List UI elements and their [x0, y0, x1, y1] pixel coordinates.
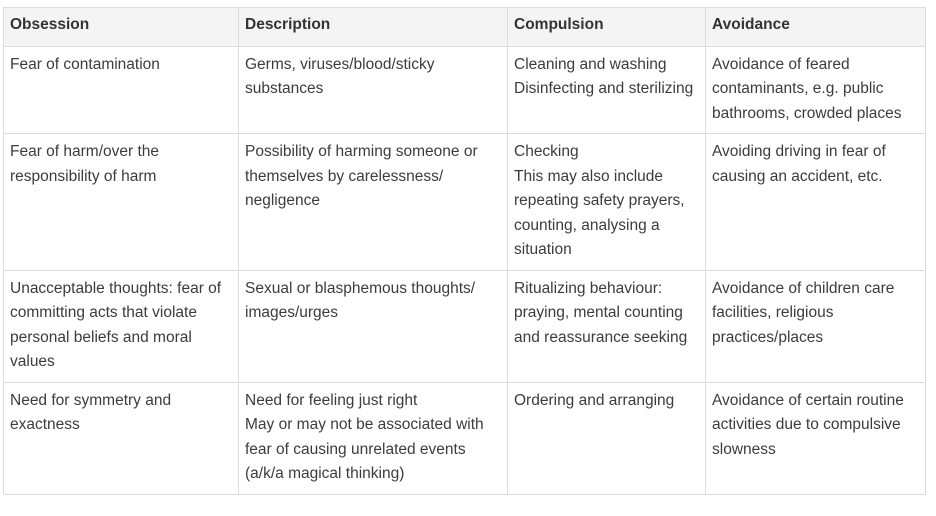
table-row [4, 46, 926, 134]
cell-description [239, 46, 508, 134]
cell-line: Sexual or blasphemous thoughts/ images/urges [245, 279, 476, 321]
cell-line: Unacceptable thoughts: fear of committing acts that violate personal beliefs and moral values [10, 279, 222, 370]
cell-line: Disinfecting and sterilizing [514, 80, 694, 97]
table-row [4, 382, 926, 494]
cell-line: Ordering and arranging [514, 391, 675, 409]
cell-line: This may also include repeating safety prayers, counting, analysing a situation [514, 167, 685, 258]
cell-obsession [4, 134, 239, 271]
cell-obsession [4, 46, 239, 134]
cell-line: Avoiding driving in fear of causing an accident, etc. [712, 143, 886, 185]
header-avoidance: Avoidance [706, 8, 926, 47]
table-row [4, 134, 926, 271]
cell-line: Avoidance of feared contaminants, e.g. public bathrooms, crowded places [712, 55, 902, 122]
cell-description [239, 270, 508, 382]
cell-line: May or may not be associated with fear of causing unrelated events (a/k/a magical thinking) [245, 416, 484, 482]
cell-compulsion [508, 270, 706, 382]
cell-line: Avoidance of children care facilities, religious practices/places [712, 279, 895, 346]
cell-line: Fear of contamination [10, 55, 160, 73]
cell-line: Ritualizing behaviour: praying, mental counting and reassurance seeking [514, 279, 688, 346]
ocd-table [3, 7, 926, 495]
cell-line: Checking [514, 143, 579, 160]
table-row [4, 270, 926, 382]
header-row [4, 8, 926, 47]
cell-avoidance [706, 382, 926, 494]
header-compulsion: Compulsion [508, 8, 706, 47]
cell-compulsion [508, 382, 706, 494]
cell-line: Germs, viruses/blood/sticky substances [245, 55, 435, 97]
ocd-table-container [3, 7, 926, 495]
cell-avoidance [706, 134, 926, 271]
cell-line: Fear of harm/over the responsibility of harm [10, 143, 160, 185]
cell-obsession [4, 270, 239, 382]
cell-obsession [4, 382, 239, 494]
cell-description [239, 382, 508, 494]
cell-line: Need for symmetry and exactness [10, 391, 172, 433]
cell-compulsion [508, 46, 706, 134]
cell-line: Need for feeling just right [245, 391, 418, 409]
cell-line: Avoidance of certain routine activities due to compulsive slowness [712, 391, 904, 458]
header-obsession: Obsession [4, 8, 239, 47]
header-description: Description [239, 8, 508, 47]
cell-line: Cleaning and washing [514, 55, 667, 73]
cell-avoidance [706, 46, 926, 134]
cell-line: Possibility of harming someone or themselves by carelessness/ negligence [245, 143, 478, 209]
cell-compulsion [508, 134, 706, 271]
cell-avoidance [706, 270, 926, 382]
cell-description [239, 134, 508, 271]
